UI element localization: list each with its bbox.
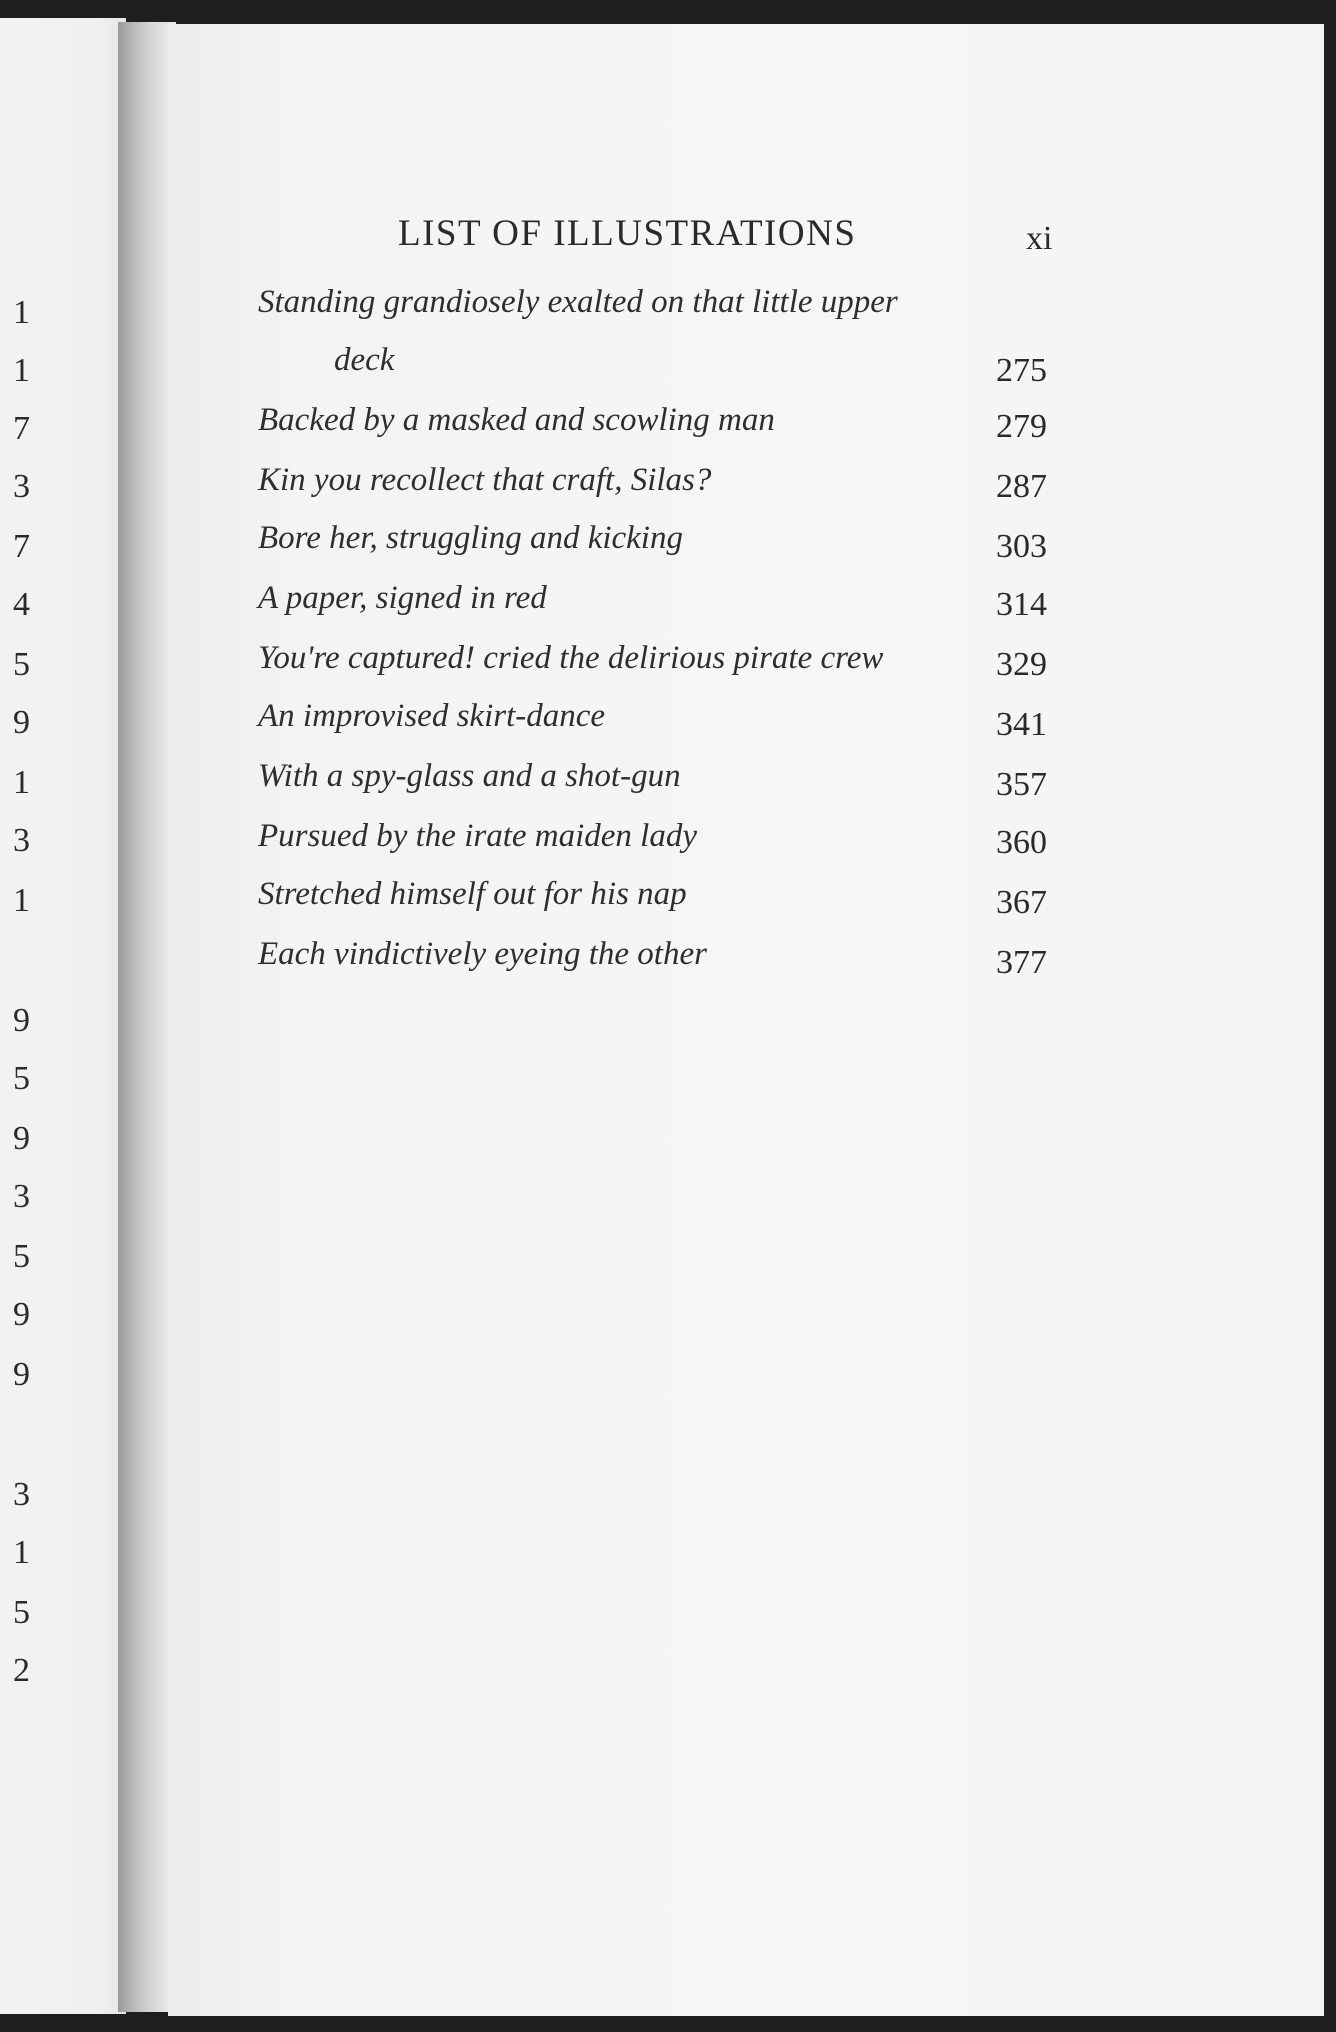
illustration-caption: Kin you recollect that craft, Silas? [258, 462, 712, 498]
previous-page-number: 5 [13, 1594, 30, 1631]
illustration-entry [258, 580, 1058, 636]
previous-page [0, 18, 126, 2014]
illustration-page-number: 341 [996, 706, 1047, 743]
illustration-page-number: 275 [996, 352, 1047, 389]
previous-page-number: 5 [13, 1060, 30, 1097]
previous-page-number: 9 [13, 1002, 30, 1039]
illustration-page-number: 287 [996, 468, 1047, 505]
previous-page-number: 3 [13, 822, 30, 859]
illustration-entry [258, 462, 1058, 518]
illustration-caption: You're captured! cried the delirious pirate crew [258, 640, 884, 676]
previous-page-number: 9 [13, 1356, 30, 1393]
previous-page-number: 2 [13, 1652, 30, 1689]
previous-page-number: 1 [13, 352, 30, 389]
illustration-entry [258, 284, 1058, 394]
illustration-page-number: 303 [996, 528, 1047, 565]
illustration-caption: Each vindictively eyeing the other [258, 936, 707, 972]
previous-page-number: 9 [13, 1296, 30, 1333]
illustration-entry [258, 698, 1058, 754]
illustration-entry [258, 818, 1058, 874]
previous-page-number: 9 [13, 704, 30, 741]
illustration-caption: Backed by a masked and scowling man [258, 402, 775, 438]
illustration-caption: Standing grandiosely exalted on that little upper [258, 284, 898, 320]
illustration-entry [258, 936, 1058, 992]
previous-page-number: 1 [13, 882, 30, 919]
illustration-caption: A paper, signed in red [258, 580, 547, 616]
illustration-caption: Stretched himself out for his nap [258, 876, 687, 912]
previous-page-number: 5 [13, 646, 30, 683]
illustration-caption: With a spy-glass and a shot-gun [258, 758, 681, 794]
illustration-caption: Pursued by the irate maiden lady [258, 818, 697, 854]
illustration-caption-continuation: deck [334, 342, 395, 378]
illustration-caption: Bore her, struggling and kicking [258, 520, 683, 556]
previous-page-number: 3 [13, 468, 30, 505]
previous-page-number: 1 [13, 764, 30, 801]
previous-page-number: 7 [13, 528, 30, 565]
illustration-page-number: 367 [996, 884, 1047, 921]
page-folio: xi [1026, 220, 1053, 257]
illustration-entry [258, 520, 1058, 576]
illustration-page-number: 357 [996, 766, 1047, 803]
illustration-entry [258, 640, 1058, 696]
previous-page-number: 7 [13, 410, 30, 447]
illustration-entry [258, 402, 1058, 458]
illustration-page-number: 314 [996, 586, 1047, 623]
illustration-entry [258, 758, 1058, 814]
illustration-caption: An improvised skirt-dance [258, 698, 606, 734]
page-title: LIST OF ILLUSTRATIONS [398, 213, 857, 254]
illustration-entry [258, 876, 1058, 932]
previous-page-number: 5 [13, 1238, 30, 1275]
previous-page-number: 9 [13, 1120, 30, 1157]
previous-page-number: 3 [13, 1178, 30, 1215]
previous-page-number: 1 [13, 1534, 30, 1571]
previous-page-number: 1 [13, 294, 30, 331]
previous-page-number: 4 [13, 586, 30, 623]
illustration-page-number: 279 [996, 408, 1047, 445]
previous-page-number-column [0, 18, 30, 2014]
illustration-page-number: 377 [996, 944, 1047, 981]
illustration-page-number: 329 [996, 646, 1047, 683]
illustration-page-number: 360 [996, 824, 1047, 861]
previous-page-number: 3 [13, 1476, 30, 1513]
